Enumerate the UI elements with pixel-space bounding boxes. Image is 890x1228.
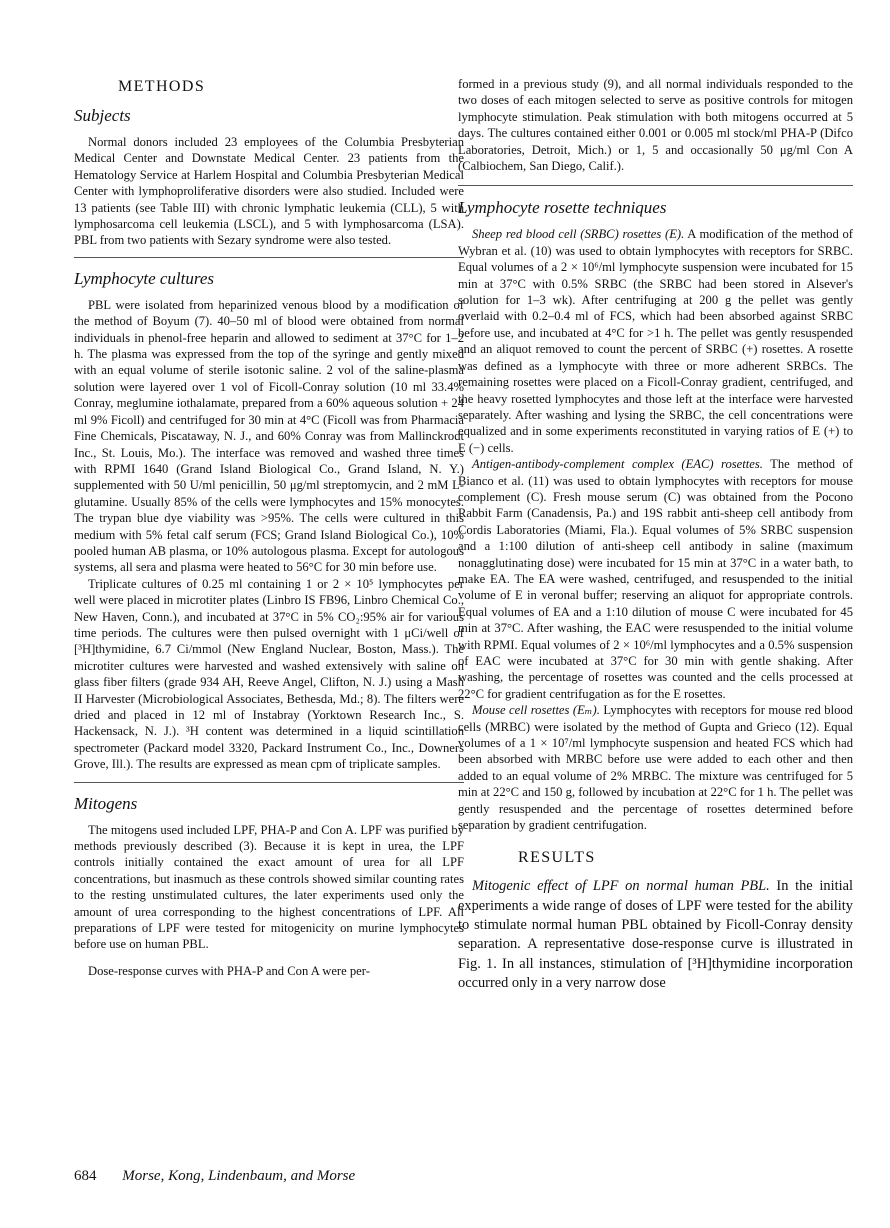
subjects-heading: Subjects (74, 106, 131, 125)
eac-rosette-label: Antigen-antibody-complement complex (EAC) rosettes. (472, 457, 763, 472)
mitogens-paragraph-1: The mitogens used included LPF, PHA-P and Con A. LPF was purified by methods previously described (3). Because it is kept in urea, the LPF controls initially contained the exact amount of urea for all LPF concentrations, but inasmuch as these controls showed similar counting rates to the resting unstimulated cultures, the later experiments used only the amount of urea corresponding to the highest concentrations of LPF. All preparations of LPF were tested for mitogenicity on murine lymphocytes before use on human PBL. (74, 822, 464, 952)
divider (458, 185, 853, 186)
results-text: In the initial experiments a wide range of doses of LPF were tested for the ability to stimulate normal human PBL obtained by Ficoll-Conray density separation. A representative dose-response curve is illustrated in Fig. 1. In all instances, stimulation of [³H]thymidine incorporation occurred only in a very narrow dose (458, 878, 853, 991)
cultures-paragraph-2: Triplicate cultures of 0.25 ml containing 1 or 2 × 10⁵ lymphocytes per well were placed in microtiter plates (Linbro IS FB96, Linbro Chemical Co., New Haven, Conn.), and incubated at 37°C in 5% CO₂:95% air for various time periods. The cultures were then pulsed overnight with 1 μCi/well of [³H]thymidine, 6.7 Ci/mmol (New England Nuclear, Boston, Mass.). The microtiter cultures were harvested and washed extensively with saline on glass fiber filters (grade 934 AH, Reeve Angel, Clifton, N. J.) using a Mash II Harvester (Microbiological Associates, Bethesda, Md.; 8). The filters were dried and placed in 12 ml of Instabray (Yorktown Research Inc., S. Hackensack, N. J.). ³H content was determined in a liquid scintillation spectrometer (Packard model 3320, Packard Instrument Co., Inc., Downers Grove, Ill.). The results are expressed as mean cpm of triplicate samples. (74, 576, 464, 772)
e-rosette-paragraph (458, 226, 853, 456)
divider (74, 782, 464, 783)
methods-heading: METHODS (118, 78, 206, 95)
results-label: Mitogenic effect of LPF on normal human PBL. (472, 878, 770, 895)
divider (74, 257, 464, 258)
page-number: 684 (74, 1168, 97, 1184)
em-rosette-paragraph (458, 702, 853, 833)
e-rosette-label: Sheep red blood cell (SRBC) rosettes (E). (472, 227, 685, 242)
em-rosette-label: Mouse cell rosettes (Eₘ). (472, 703, 600, 718)
right-column (458, 76, 853, 993)
eac-rosette-text: The method of Bianco et al. (11) was used to obtain lymphocytes with receptors for mouse complement (C). Fresh mouse serum (C) was obtained from the Pocono Rabbit Farm (Canadensis, Pa.) and 19S rabbit anti-sheep cell antibody from Cordis Laboratories (Miami, Fla.). Equal volumes of 5% SRBC suspension and a 1:100 dilution of anti-sheep cell antibody in saline (maximum nonagglutinating dose) were incubated for 15 min at 37°C in a water bath, to make EA. The EA were washed, centrifuged, and resuspended to the initial volume of E in veronal buffer; reserving an aliquot for appropriate controls. Equal volumes of EA and a 1:10 dilution of mouse C were incubated for 45 min at 37°C. After washing, the EAC were resuspended to the initial volume with RPMI. Equal volumes of 2 × 10⁶/ml lymphocytes and a 0.5% suspension of EAC were incubated at 37°C for 30 min with gentle shaking. After washing, the percentage of rosettes was counted and the cells processed at 22°C for gradient centrifugation as for the E rosettes. (458, 457, 853, 701)
results-heading: RESULTS (518, 849, 596, 867)
mitogens-paragraph-2: Dose-response curves with PHA-P and Con A were per- (88, 963, 370, 978)
mitogens-continued: formed in a previous study (9), and all normal individuals responded to the two doses of each mitogen selected to serve as positive controls for mitogen lymphocyte stimulation. Peak stimulation with both mitogens occurred at 5 days. The cultures contained either 0.001 or 0.005 ml stock/ml PHA-P (Difco Laboratories, Detroit, Mich.) or 1, 5 and occasionally 50 μg/ml Con A (Calbiochem, San Diego, Calif.). (458, 77, 853, 174)
results-paragraph (458, 877, 853, 993)
mitogens-heading: Mitogens (74, 793, 138, 813)
eac-rosette-paragraph (458, 456, 853, 702)
em-rosette-text: Lymphocytes with receptors for mouse red blood cells (MRBC) were isolated by the method of Gupta and Grieco (12). Equal volumes of a 1 × 10⁷/ml lymphocyte suspension and heated FCS which had been absorbed with MRBC before use were added to each other and then added to an equal volume of 2% MRBC. The mixture was centrifuged for 5 min at 22°C and 150 g, followed by incubation at 22°C for 1 h. The pellet was gently resuspended and the percentage of rosettes determined before separation by gradient centrifugation. (458, 703, 853, 833)
left-column (74, 78, 464, 979)
subjects-paragraph: Normal donors included 23 employees of the Columbia Presbyterian Medical Center and Downstate Medical Center. 23 patients from the Hematology Service at Harlem Hospital and Columbia Presbyterian Medical Center with lymphoproliferative disorders were also studied. Included were 13 patients (see Table III) with chronic lymphatic leukemia (CLL), 5 with lymphosarcoma cell leukemia (LSCL), and 5 with lymphosarcoma (LSA). PBL from two patients with Sezary syndrome were also tested. (74, 135, 464, 248)
running-authors: Morse, Kong, Lindenbaum, and Morse (122, 1168, 356, 1184)
page-footer (74, 1168, 355, 1185)
rosette-heading: Lymphocyte rosette techniques (458, 198, 667, 218)
cultures-heading: Lymphocyte cultures (74, 268, 215, 288)
e-rosette-text: A modification of the method of Wybran et al. (10) was used to obtain lymphocytes with receptors for SRBC. Equal volumes of a 2 × 10⁶/ml lymphocyte suspension were incubated for 15 min at 37°C with 0.5% SRBC (the SRBC had been stored in Alsever's solution for 1–3 wk). After centrifuging at 200 g the pellet was gently overlaid with 0.2–0.4 ml of FCS, which had been absorbed against SRBC before use, and incubated at 4°C for >1 h. The pellet was gently resuspended and an aliquot removed to count the percent of SRBC (+) rosettes. A rosette was defined as a lymphocyte with three or more adherent SRBCs. The remaining rosettes were placed on a Ficoll-Conray gradient, centrifuged, and the heavy rosetted lymphocytes and those left at the interface were harvested separately. After washing and lysing the SRBC, the cell concentrations were equalized and in some experiments reconstituted in varying ratios of E (+) to E (−) cells. (458, 227, 853, 455)
cultures-paragraph-1: PBL were isolated from heparinized venous blood by a modification of the method of Boyum (7). 40–50 ml of blood were obtained from normal individuals in phenol-free heparin and allowed to sediment at 37°C for 1–2 h. The plasma was expressed from the top of the syringe and gently mixed with an equal volume of sterile isotonic saline. 2 vol of the saline-plasma solution were layered over 1 vol of Ficoll-Conray solution (10 ml 33.4% Conray, meglumine iothalamate, prepared from a 60% aqueous solution + 24 ml 9% Ficoll) and centrifuged for 30 min at 4°C (Ficoll was from Pharmacia Fine Chemicals, Piscataway, N. J., and 60% Conray was from Mallinckrodt Inc., St. Louis, Mo.). The interface was removed and washed three times with RPMI 1640 (Grand Island Biological Co., Grand Island, N. Y.) supplemented with 50 U/ml penicillin, 50 μg/ml streptomycin, and 2 mM L-glutamine. Usually 85% of the cells were lymphocytes and 15% monocytes. The trypan blue dye viability was >95%. The cells were cultured in this medium with 5% fetal calf serum (FCS; Grand Island Biological Co.), 10% pooled human AB plasma, or 10% autologous plasma. Except for autologous systems, all sera and plasma were heated to 56°C for 30 min before use. (74, 297, 464, 575)
